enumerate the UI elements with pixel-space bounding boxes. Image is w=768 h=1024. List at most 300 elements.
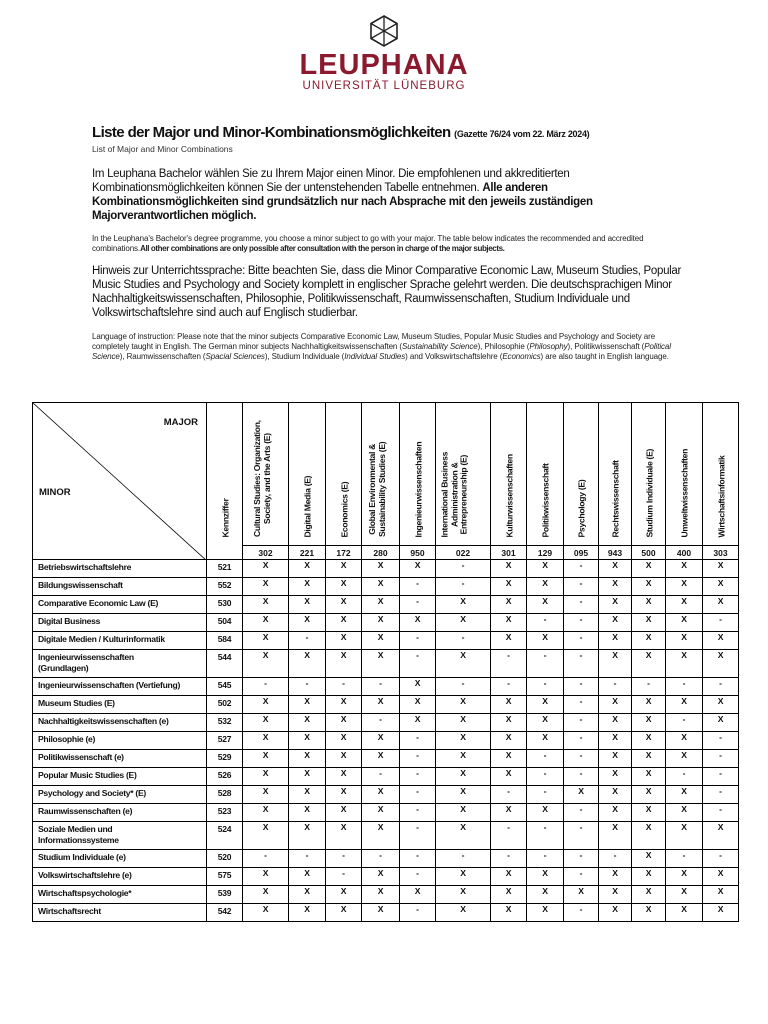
combination-cell: X bbox=[326, 822, 362, 850]
combination-cell: X bbox=[436, 750, 491, 768]
combination-cell: X bbox=[362, 750, 400, 768]
combination-cell: X bbox=[289, 804, 326, 822]
lang-en-italic: Philosophy bbox=[529, 342, 568, 351]
minor-name: Wirtschaftspsychologie* bbox=[33, 886, 207, 904]
intro-de-text: Im Leuphana Bachelor wählen Sie zu Ihrem Major einen Minor. Die empfohlenen und akkreditierten Kombinationsmöglichkeiten können Sie der untenstehenden Tabelle entnehmen. bbox=[92, 168, 570, 194]
lang-en-italic: Economics bbox=[502, 352, 541, 361]
language-note-english bbox=[92, 332, 684, 362]
combination-cell: X bbox=[666, 596, 703, 614]
combination-cell: X bbox=[599, 768, 632, 786]
lang-en-italic: Spacial Sciences bbox=[205, 352, 265, 361]
combination-cell: X bbox=[666, 632, 703, 650]
combination-cell: X bbox=[527, 732, 564, 750]
combination-cell: X bbox=[527, 560, 564, 578]
combination-cell: X bbox=[326, 750, 362, 768]
combination-cell: - bbox=[362, 850, 400, 868]
major-code: 303 bbox=[703, 546, 739, 560]
combination-cell: - bbox=[400, 768, 436, 786]
combination-cell: X bbox=[243, 560, 289, 578]
combination-cell: - bbox=[400, 632, 436, 650]
combination-cell: - bbox=[491, 850, 527, 868]
major-name: Cultural Studies: Organization, Society, and the Arts (E) bbox=[251, 420, 271, 537]
major-name: Wirtschaftsinformatik bbox=[716, 455, 726, 537]
combination-cell: X bbox=[703, 904, 739, 922]
combination-cell: X bbox=[362, 578, 400, 596]
lang-en-part: ), Studium Individuale ( bbox=[264, 352, 345, 361]
combination-cell: X bbox=[243, 714, 289, 732]
major-code: 400 bbox=[666, 546, 703, 560]
combination-cell: X bbox=[491, 614, 527, 632]
combination-cell: X bbox=[666, 804, 703, 822]
combination-cell: - bbox=[527, 750, 564, 768]
minor-name: Psychology and Society* (E) bbox=[33, 786, 207, 804]
combination-cell: - bbox=[666, 850, 703, 868]
combination-cell: - bbox=[564, 850, 599, 868]
combination-cell: X bbox=[599, 614, 632, 632]
combination-cell: X bbox=[362, 696, 400, 714]
title-text: Liste der Major und Minor-Kombinationsmöglichkeiten bbox=[92, 124, 451, 141]
combination-cell: X bbox=[599, 650, 632, 678]
major-header bbox=[527, 403, 564, 546]
combination-cell: - bbox=[400, 596, 436, 614]
combination-cell: - bbox=[564, 614, 599, 632]
combination-cell: X bbox=[632, 804, 666, 822]
combination-cell: X bbox=[666, 886, 703, 904]
combination-cell: X bbox=[362, 868, 400, 886]
combination-cell: X bbox=[362, 786, 400, 804]
combination-cell: X bbox=[243, 768, 289, 786]
combination-cell: X bbox=[326, 804, 362, 822]
combination-cell: X bbox=[599, 596, 632, 614]
table-row bbox=[33, 732, 739, 750]
major-name: Ingenieurwissenschaften bbox=[413, 441, 423, 537]
combination-cell: X bbox=[436, 714, 491, 732]
combination-cell: X bbox=[243, 732, 289, 750]
major-name: Rechtswissenschaft bbox=[610, 459, 621, 537]
combination-cell: X bbox=[289, 650, 326, 678]
document-body bbox=[92, 124, 684, 362]
combination-cell: - bbox=[362, 714, 400, 732]
page-subtitle: List of Major and Minor Combinations bbox=[92, 144, 233, 154]
combination-cell: X bbox=[400, 560, 436, 578]
minor-name: Philosophie (e) bbox=[33, 732, 207, 750]
minor-name: Digital Business bbox=[33, 614, 207, 632]
combination-cell: - bbox=[666, 678, 703, 696]
combination-cell: - bbox=[564, 732, 599, 750]
combination-cell: X bbox=[632, 732, 666, 750]
combination-cell: - bbox=[400, 804, 436, 822]
combination-cell: - bbox=[362, 768, 400, 786]
minor-code: 552 bbox=[207, 578, 243, 596]
combination-cell: - bbox=[564, 904, 599, 922]
combination-cell: X bbox=[632, 904, 666, 922]
combination-cell: X bbox=[289, 822, 326, 850]
combination-cell: X bbox=[436, 596, 491, 614]
major-name: International Business Administration & Entrepreneurship (E) bbox=[439, 451, 469, 537]
combination-cell: X bbox=[289, 714, 326, 732]
combination-cell: - bbox=[436, 578, 491, 596]
combination-cell: X bbox=[666, 822, 703, 850]
combination-cell: X bbox=[703, 822, 739, 850]
combination-cell: X bbox=[491, 886, 527, 904]
minor-name: Betriebswirtschaftslehre bbox=[33, 560, 207, 578]
combination-cell: X bbox=[326, 786, 362, 804]
language-note-german: Hinweis zur Unterrichtssprache: Bitte beachten Sie, dass die Minor Comparative Economic Law, Museum Studies, Popular Music Studies and Psychology and Society komplett in englischer Sprache gelehrt werden. Die deutschsprachigen Minor Nachhaltigkeitswissenschaften, Philosophie, Politikwissenschaft, Raumwissenschaften, Studium Individuale und Volkswirtschaftslehre sind auch auf Englisch studierbar. bbox=[92, 265, 682, 319]
combination-cell: - bbox=[491, 678, 527, 696]
combination-cell: - bbox=[564, 696, 599, 714]
table-row bbox=[33, 632, 739, 650]
table-corner-cell bbox=[33, 403, 207, 560]
combination-cell: X bbox=[289, 596, 326, 614]
combination-cell: - bbox=[666, 768, 703, 786]
intro-german bbox=[92, 167, 684, 223]
combination-cell: X bbox=[243, 632, 289, 650]
combination-cell: X bbox=[666, 750, 703, 768]
minor-code: 584 bbox=[207, 632, 243, 650]
lang-en-part: Language of instruction: Please note that the minor subjects Comparative Economic Law, Museum Studies, Popular Music Studies and Psychology and Society are completely taught in English. The German minor subjects Nachhaltigkeitswissenschaften ( bbox=[92, 332, 656, 351]
combination-cell: - bbox=[666, 714, 703, 732]
combination-cell: - bbox=[564, 822, 599, 850]
combination-cell: X bbox=[243, 804, 289, 822]
major-code: 301 bbox=[491, 546, 527, 560]
lang-en-italic: Political Science bbox=[92, 342, 671, 361]
major-header bbox=[362, 403, 400, 546]
combination-cell: X bbox=[703, 886, 739, 904]
combination-cell: X bbox=[243, 650, 289, 678]
combination-cell: X bbox=[400, 696, 436, 714]
minor-name: Volkswirtschaftslehre (e) bbox=[33, 868, 207, 886]
lang-en-italic: Sustainability Science bbox=[401, 342, 478, 351]
combination-cell: X bbox=[703, 596, 739, 614]
major-code: 500 bbox=[632, 546, 666, 560]
combination-cell: - bbox=[527, 822, 564, 850]
combination-cell: X bbox=[436, 614, 491, 632]
lang-en-part: ), Raumwissenschaften ( bbox=[119, 352, 206, 361]
minor-code: 527 bbox=[207, 732, 243, 750]
table-row bbox=[33, 750, 739, 768]
minor-label: MINOR bbox=[39, 487, 71, 498]
major-name: Economics (E) bbox=[339, 481, 349, 537]
combination-cell: X bbox=[436, 768, 491, 786]
combination-cell: X bbox=[243, 868, 289, 886]
combination-cell: X bbox=[289, 578, 326, 596]
combination-cell: X bbox=[436, 732, 491, 750]
combination-cell: X bbox=[599, 578, 632, 596]
combination-cell: X bbox=[491, 578, 527, 596]
major-label: MAJOR bbox=[163, 417, 198, 428]
combination-cell: X bbox=[243, 786, 289, 804]
table-row bbox=[33, 868, 739, 886]
minor-code: 526 bbox=[207, 768, 243, 786]
minor-name: Wirtschaftsrecht bbox=[33, 904, 207, 922]
combination-cell: - bbox=[527, 850, 564, 868]
combination-cell: X bbox=[243, 886, 289, 904]
combination-cell: X bbox=[243, 822, 289, 850]
minor-name: Ingenieurwissenschaften (Grundlagen) bbox=[33, 650, 207, 678]
combination-cell: X bbox=[703, 632, 739, 650]
combination-cell: X bbox=[326, 714, 362, 732]
combination-cell: X bbox=[632, 578, 666, 596]
combination-cell: X bbox=[632, 696, 666, 714]
combination-cell: X bbox=[527, 868, 564, 886]
table-row bbox=[33, 650, 739, 678]
combination-cell: X bbox=[632, 560, 666, 578]
minor-name: Politikwissenschaft (e) bbox=[33, 750, 207, 768]
combination-cell: X bbox=[527, 596, 564, 614]
table-header-row bbox=[33, 403, 739, 546]
combination-cell: X bbox=[243, 596, 289, 614]
table-row bbox=[33, 768, 739, 786]
combination-cell: - bbox=[400, 868, 436, 886]
lang-en-italic: Individual Studies bbox=[344, 352, 406, 361]
minor-name: Ingenieurwissenschaften (Vertiefung) bbox=[33, 678, 207, 696]
combination-cell: X bbox=[326, 560, 362, 578]
kennziffer-label: Kennziffer bbox=[220, 497, 230, 537]
combination-cell: - bbox=[564, 632, 599, 650]
table-row bbox=[33, 904, 739, 922]
table-row bbox=[33, 578, 739, 596]
minor-name: Nachhaltigkeitswissenschaften (e) bbox=[33, 714, 207, 732]
combination-cell: X bbox=[599, 904, 632, 922]
table-row bbox=[33, 596, 739, 614]
minor-name: Popular Music Studies (E) bbox=[33, 768, 207, 786]
combination-cell: X bbox=[362, 904, 400, 922]
combination-cell: X bbox=[666, 560, 703, 578]
combination-cell: - bbox=[703, 614, 739, 632]
major-header bbox=[666, 403, 703, 546]
minor-code: 532 bbox=[207, 714, 243, 732]
combination-cell: X bbox=[666, 904, 703, 922]
minor-code: 539 bbox=[207, 886, 243, 904]
logo-subtitle: UNIVERSITÄT LÜNEBURG bbox=[302, 80, 466, 92]
table-body bbox=[33, 560, 739, 922]
major-header bbox=[326, 403, 362, 546]
combination-cell: - bbox=[289, 678, 326, 696]
combination-cell: - bbox=[400, 822, 436, 850]
table-row bbox=[33, 696, 739, 714]
combination-cell: X bbox=[527, 696, 564, 714]
title-note: (Gazette 76/24 vom 22. März 2024) bbox=[454, 129, 590, 139]
page-title bbox=[92, 124, 684, 143]
combination-cell: X bbox=[362, 886, 400, 904]
table-row bbox=[33, 786, 739, 804]
hexagon-cube-icon bbox=[367, 14, 401, 48]
combination-cell: X bbox=[527, 904, 564, 922]
combination-cell: - bbox=[564, 750, 599, 768]
combination-cell: X bbox=[599, 732, 632, 750]
combination-cell: - bbox=[564, 560, 599, 578]
combination-cell: - bbox=[400, 850, 436, 868]
major-header bbox=[491, 403, 527, 546]
combination-cell: X bbox=[436, 886, 491, 904]
combination-cell: X bbox=[599, 696, 632, 714]
major-name: Kulturwissenschaften bbox=[504, 453, 514, 537]
combination-cell: - bbox=[527, 786, 564, 804]
major-code: 095 bbox=[564, 546, 599, 560]
combination-cell: X bbox=[436, 650, 491, 678]
combination-cell: X bbox=[362, 560, 400, 578]
combination-cell: X bbox=[243, 904, 289, 922]
major-code: 943 bbox=[599, 546, 632, 560]
combination-cell: X bbox=[289, 886, 326, 904]
combination-cell: X bbox=[326, 732, 362, 750]
combination-cell: X bbox=[491, 560, 527, 578]
combination-cell: X bbox=[527, 632, 564, 650]
combination-cell: - bbox=[564, 578, 599, 596]
combination-cell: X bbox=[491, 750, 527, 768]
logo-brand: LEUPHANA bbox=[299, 49, 469, 81]
combination-cell: - bbox=[400, 732, 436, 750]
combination-cell: X bbox=[326, 768, 362, 786]
major-header bbox=[632, 403, 666, 546]
lang-en-part: ), Philosophie ( bbox=[477, 342, 530, 351]
intro-en-bold: All other combinations are only possible after consultation with the person in charge of the major subjects. bbox=[140, 244, 505, 253]
combination-cell: X bbox=[362, 804, 400, 822]
combination-cell: X bbox=[326, 578, 362, 596]
combination-cell: X bbox=[491, 732, 527, 750]
combination-cell: - bbox=[564, 596, 599, 614]
combination-cell: - bbox=[527, 614, 564, 632]
leuphana-logo bbox=[270, 14, 498, 98]
combination-cell: X bbox=[564, 886, 599, 904]
combination-cell: - bbox=[289, 632, 326, 650]
combination-cell: X bbox=[666, 614, 703, 632]
table-row bbox=[33, 614, 739, 632]
minor-code: 575 bbox=[207, 868, 243, 886]
minor-name: Comparative Economic Law (E) bbox=[33, 596, 207, 614]
combination-cell: X bbox=[666, 650, 703, 678]
minor-code: 529 bbox=[207, 750, 243, 768]
minor-name: Raumwissenschaften (e) bbox=[33, 804, 207, 822]
major-code: 302 bbox=[243, 546, 289, 560]
combination-cell: X bbox=[243, 750, 289, 768]
major-name: Digital Media (E) bbox=[302, 475, 313, 537]
combination-cell: - bbox=[703, 786, 739, 804]
combination-cell: X bbox=[243, 614, 289, 632]
combination-cell: X bbox=[599, 632, 632, 650]
combination-cell: X bbox=[400, 714, 436, 732]
combination-cell: X bbox=[527, 804, 564, 822]
combination-cell: X bbox=[491, 714, 527, 732]
combination-cell: X bbox=[666, 732, 703, 750]
combination-cell: X bbox=[289, 786, 326, 804]
combination-cell: X bbox=[599, 750, 632, 768]
minor-code: 542 bbox=[207, 904, 243, 922]
minor-code: 504 bbox=[207, 614, 243, 632]
combination-cell: X bbox=[243, 578, 289, 596]
combination-cell: X bbox=[436, 868, 491, 886]
combination-cell: - bbox=[564, 768, 599, 786]
minor-name: Museum Studies (E) bbox=[33, 696, 207, 714]
combination-cell: X bbox=[632, 596, 666, 614]
table-row bbox=[33, 850, 739, 868]
table-row bbox=[33, 822, 739, 850]
combination-cell: X bbox=[599, 804, 632, 822]
intro-en-text: In the Leuphana's Bachelor's degree programme, you choose a minor subject to go with your major. The table below indicates the recommended and accredited combinations. bbox=[92, 234, 644, 253]
major-code: 221 bbox=[289, 546, 326, 560]
combination-cell: X bbox=[362, 732, 400, 750]
combination-cell: X bbox=[632, 750, 666, 768]
combination-cell: X bbox=[666, 578, 703, 596]
combination-cell: X bbox=[289, 614, 326, 632]
combination-cell: X bbox=[326, 650, 362, 678]
minor-code: 502 bbox=[207, 696, 243, 714]
combination-cell: - bbox=[703, 768, 739, 786]
combination-cell: - bbox=[491, 650, 527, 678]
combination-cell: X bbox=[666, 786, 703, 804]
combination-cell: X bbox=[632, 614, 666, 632]
combination-cell: X bbox=[326, 886, 362, 904]
combination-cell: X bbox=[400, 614, 436, 632]
combination-cell: X bbox=[436, 696, 491, 714]
combination-cell: X bbox=[362, 822, 400, 850]
lang-en-part: ) and Volkswirtschaftslehre ( bbox=[405, 352, 503, 361]
combination-cell: X bbox=[599, 822, 632, 850]
combination-cell: X bbox=[632, 714, 666, 732]
combination-cell: X bbox=[436, 804, 491, 822]
combination-cell: - bbox=[491, 822, 527, 850]
minor-code: 523 bbox=[207, 804, 243, 822]
combination-cell: - bbox=[564, 804, 599, 822]
minor-name: Digitale Medien / Kulturinformatik bbox=[33, 632, 207, 650]
major-code: 172 bbox=[326, 546, 362, 560]
combination-cell: X bbox=[289, 696, 326, 714]
minor-code: 545 bbox=[207, 678, 243, 696]
major-name: Studium Individuale (E) bbox=[644, 448, 654, 537]
combination-cell: X bbox=[632, 632, 666, 650]
combination-cell: X bbox=[289, 768, 326, 786]
minor-code: 528 bbox=[207, 786, 243, 804]
combination-cell: - bbox=[243, 678, 289, 696]
minor-code: 524 bbox=[207, 822, 243, 850]
combination-cell: X bbox=[632, 822, 666, 850]
combination-cell: X bbox=[599, 786, 632, 804]
combination-cell: - bbox=[703, 678, 739, 696]
lang-en-part: ) are also taught in English language. bbox=[540, 352, 669, 361]
combination-cell: X bbox=[632, 850, 666, 868]
combination-cell: X bbox=[362, 614, 400, 632]
combination-cell: X bbox=[527, 886, 564, 904]
minor-code: 544 bbox=[207, 650, 243, 678]
combination-cell: - bbox=[564, 678, 599, 696]
combination-cell: - bbox=[564, 714, 599, 732]
combination-cell: X bbox=[564, 786, 599, 804]
combination-cell: X bbox=[703, 714, 739, 732]
combination-cell: X bbox=[491, 904, 527, 922]
table-row bbox=[33, 714, 739, 732]
major-header bbox=[436, 403, 491, 546]
major-name: Politikwissenschaft bbox=[540, 462, 551, 537]
minor-code: 520 bbox=[207, 850, 243, 868]
combination-cell: X bbox=[362, 596, 400, 614]
combination-cell: X bbox=[666, 696, 703, 714]
combination-cell: - bbox=[243, 850, 289, 868]
combination-cell: X bbox=[436, 786, 491, 804]
major-header bbox=[243, 403, 289, 546]
combination-cell: X bbox=[436, 822, 491, 850]
combination-cell: X bbox=[703, 560, 739, 578]
major-code: 280 bbox=[362, 546, 400, 560]
minor-code: 530 bbox=[207, 596, 243, 614]
minor-name: Bildungswissenschaft bbox=[33, 578, 207, 596]
major-code: 129 bbox=[527, 546, 564, 560]
combination-cell: X bbox=[243, 696, 289, 714]
combination-cell: X bbox=[362, 650, 400, 678]
combination-cell: X bbox=[632, 886, 666, 904]
major-name: Psychology (E) bbox=[576, 479, 587, 537]
combination-cell: X bbox=[362, 632, 400, 650]
combination-cell: - bbox=[362, 678, 400, 696]
